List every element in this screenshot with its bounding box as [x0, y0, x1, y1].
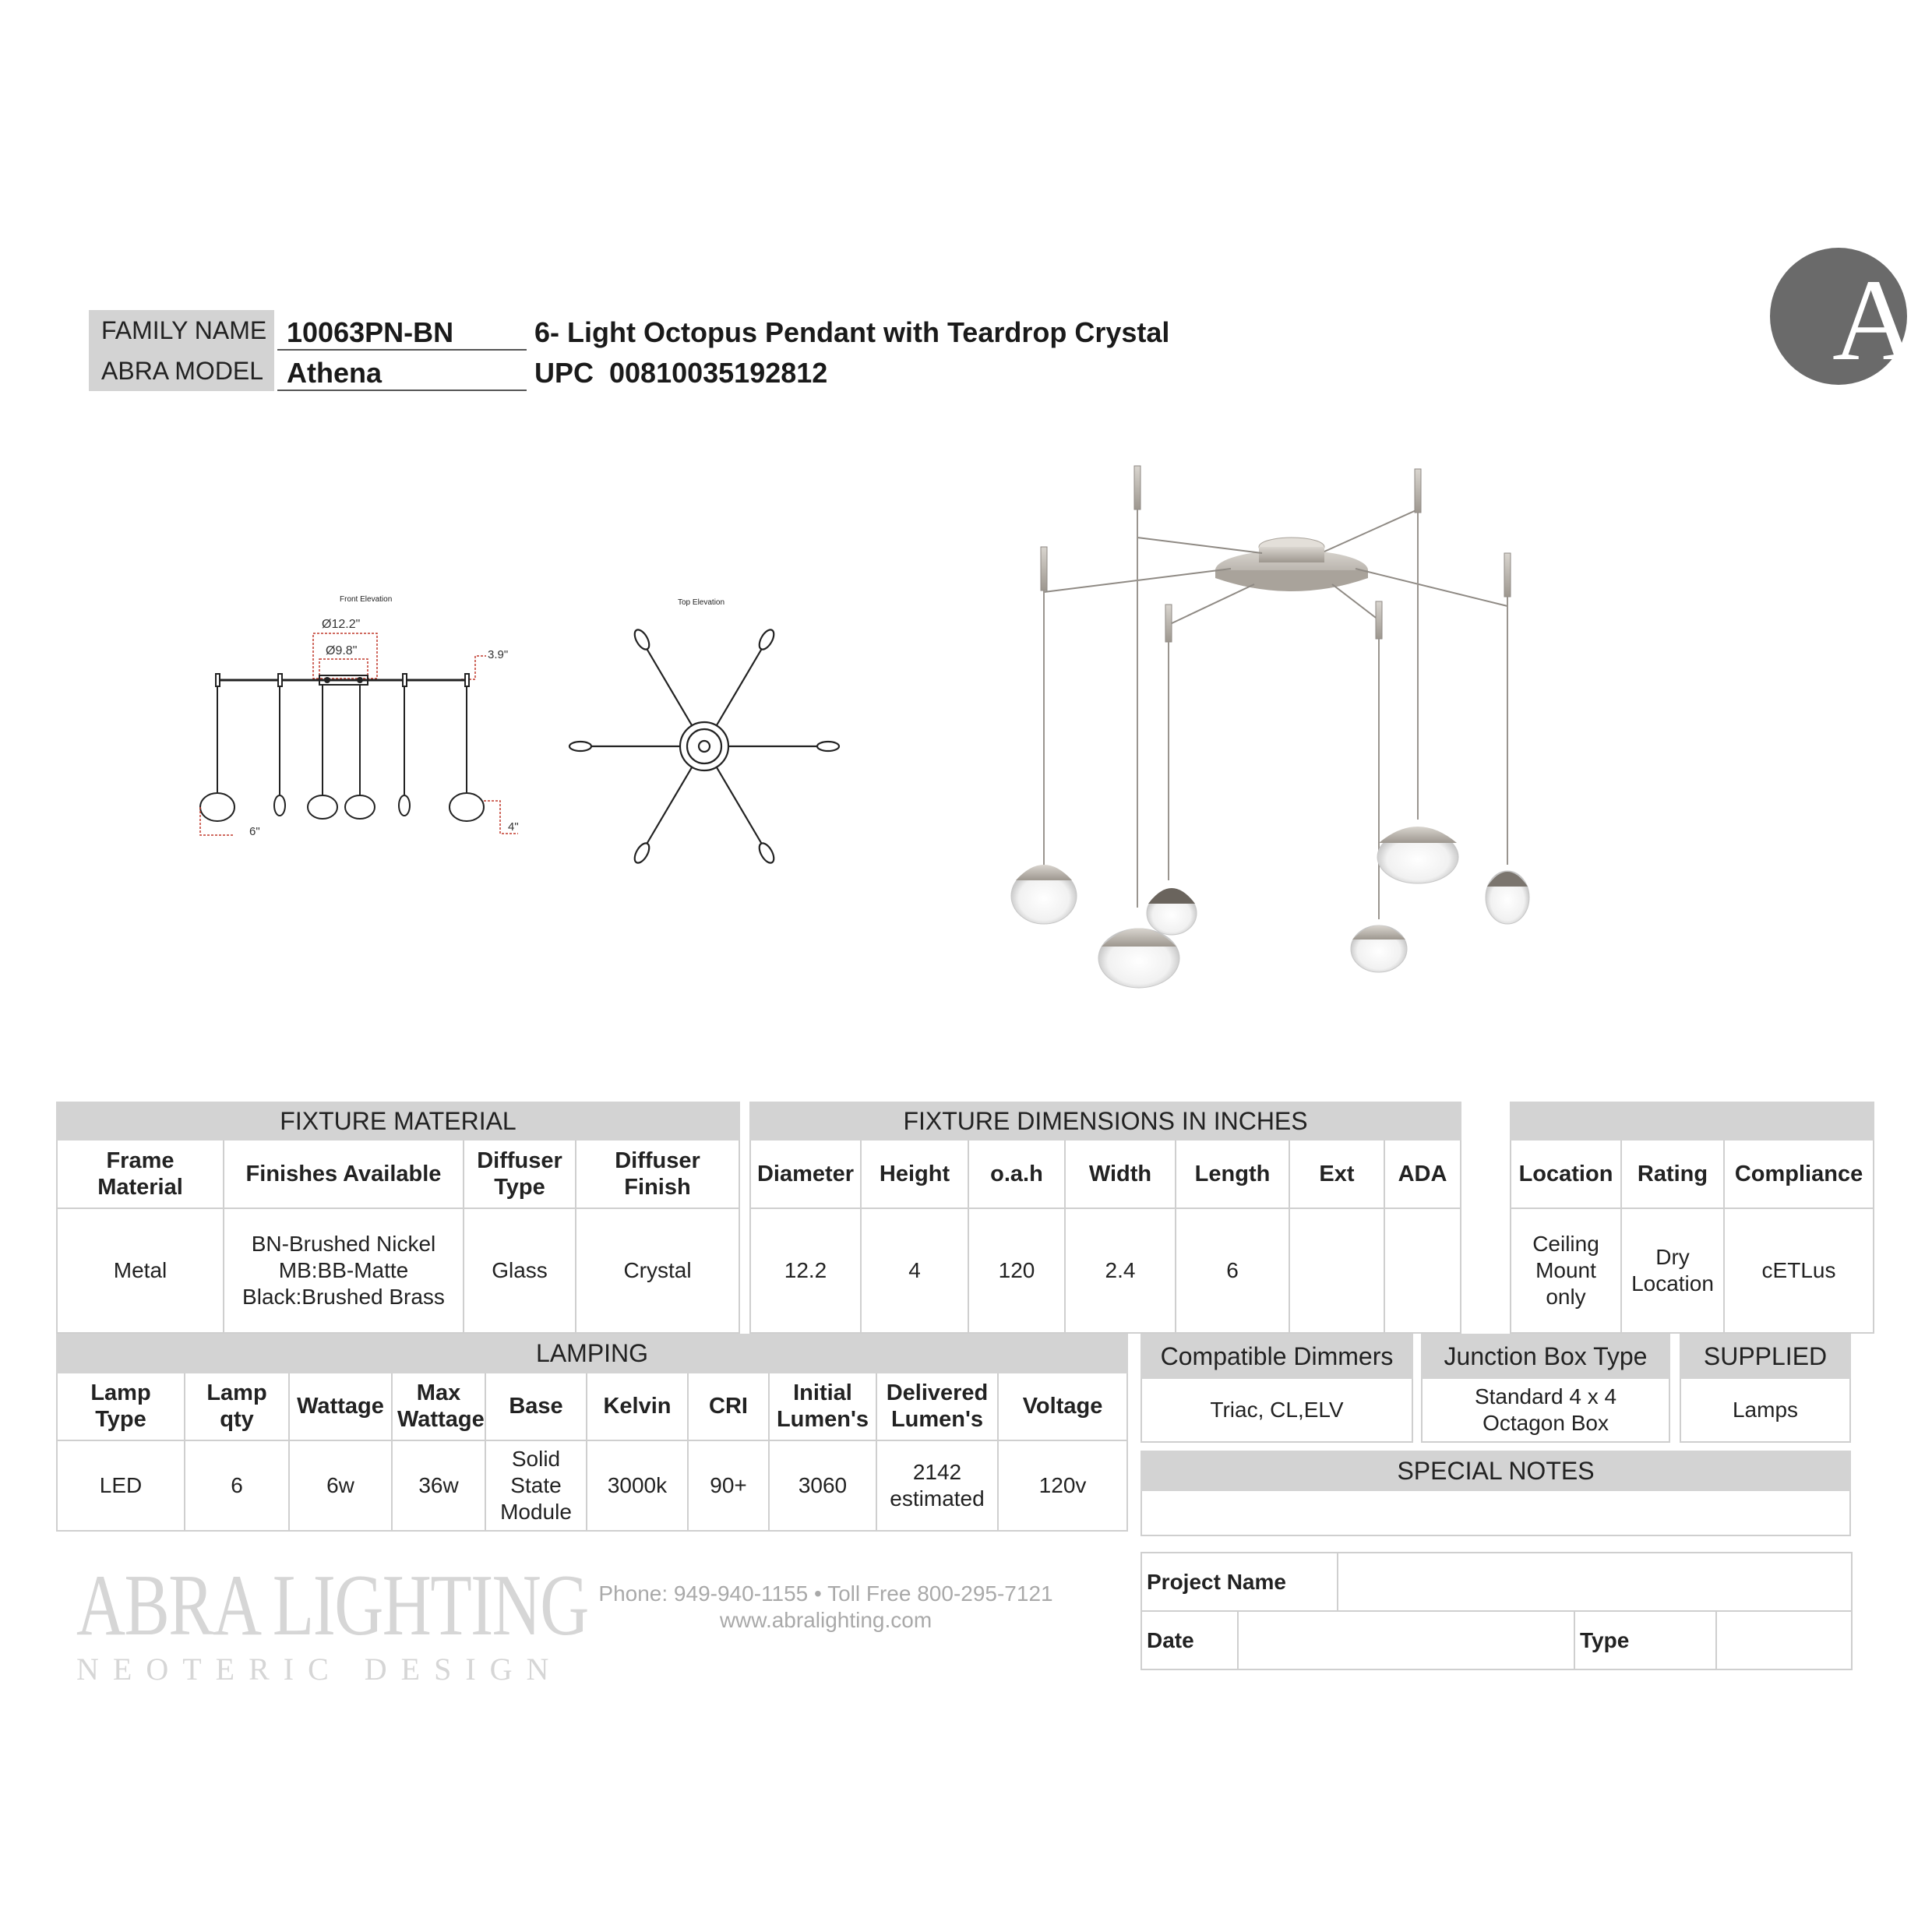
lamping-value-cell	[185, 1440, 289, 1531]
brand-name: ABRA LIGHTING	[76, 1557, 588, 1654]
lamping-header-line: Base	[509, 1394, 563, 1419]
dimmers-title: Compatible Dimmers	[1141, 1334, 1412, 1378]
diffuser-type-header: Diffuser Type	[464, 1140, 576, 1208]
lamping-value-cell	[57, 1440, 185, 1531]
upc-label: UPC	[534, 357, 594, 389]
lamping-table	[56, 1334, 1128, 1532]
lamping-value-cell	[587, 1440, 688, 1531]
lamping-header-line: Lamp Type	[90, 1380, 151, 1433]
fixture-material-title: FIXTURE MATERIAL	[57, 1102, 739, 1140]
dimmers-table	[1141, 1334, 1413, 1443]
lamping-value-line: LED	[99, 1473, 143, 1498]
lamping-header-cell	[587, 1373, 688, 1440]
lamping-value-line: estimated	[890, 1486, 985, 1511]
finishes-header: Finishes Available	[224, 1140, 464, 1208]
family-name-label: FAMILY NAME	[89, 310, 274, 351]
lamping-value-line: 90+	[710, 1473, 747, 1498]
special-notes-value	[1141, 1490, 1850, 1535]
family-name-value: 10063PN-BN	[277, 310, 527, 351]
lamping-header-cell	[688, 1373, 769, 1440]
diffuser-finish-value: Crystal	[576, 1208, 739, 1333]
lamping-value-cell	[289, 1440, 392, 1531]
lamping-value-row	[57, 1440, 1127, 1531]
lamping-header-line: Initial	[793, 1380, 852, 1406]
drop-dim-label: 3.9"	[488, 648, 509, 661]
lamping-header-line: Kelvin	[603, 1394, 672, 1419]
oah-header: o.a.h	[968, 1140, 1065, 1208]
lamping-header-cell	[769, 1373, 876, 1440]
lamping-header-cell	[876, 1373, 998, 1440]
upc-value: 00810035192812	[609, 357, 828, 389]
inner-diameter-label: Ø9.8"	[326, 644, 358, 658]
location-line: Ceiling	[1532, 1232, 1599, 1256]
lamping-header-line: Delivered	[886, 1380, 989, 1406]
diffuser-type-value: Glass	[464, 1208, 576, 1333]
dimmers-value: Triac, CL,ELV	[1141, 1378, 1412, 1442]
fixture-material-table	[56, 1102, 740, 1334]
lamping-header-line: Lamp qty	[206, 1380, 267, 1433]
outer-diameter-label: Ø12.2"	[322, 618, 361, 631]
location-title-bar	[1511, 1102, 1874, 1140]
ext-value	[1289, 1208, 1384, 1333]
junction-title: Junction Box Type	[1422, 1334, 1669, 1378]
project-name-field[interactable]	[1338, 1553, 1852, 1611]
lamping-header-line: Lumen's	[890, 1407, 984, 1433]
lamping-value-line: 120v	[1038, 1473, 1087, 1498]
product-description: 6- Light Octopus Pendant with Teardrop Crystal	[534, 316, 1170, 348]
width-header: Width	[1065, 1140, 1176, 1208]
fixture-dimensions-title: FIXTURE DIMENSIONS IN INCHES	[750, 1102, 1461, 1140]
contact-phone: Phone: 949-940-1155 • Toll Free 800-295-7121	[598, 1581, 1053, 1606]
lamping-value-cell	[769, 1440, 876, 1531]
brand-tagline: NEOTERIC DESIGN	[76, 1652, 563, 1687]
lamping-header-cell	[998, 1373, 1127, 1440]
lamping-title: LAMPING	[57, 1334, 1127, 1373]
finish-line: MB:BB-Matte	[278, 1258, 409, 1282]
lamping-header-cell	[289, 1373, 392, 1440]
special-notes-table	[1141, 1451, 1851, 1536]
lamping-header-line: CRI	[709, 1394, 748, 1419]
contact-website[interactable]: www.abralighting.com	[719, 1608, 933, 1632]
lamping-header-line: Wattage	[397, 1407, 485, 1433]
top-elevation-title: Top Elevation	[678, 598, 725, 607]
location-value	[1511, 1208, 1621, 1333]
diameter-value: 12.2	[750, 1208, 861, 1333]
junction-value	[1422, 1378, 1669, 1442]
lamping-value-line: Module	[500, 1500, 572, 1525]
width-value: 2.4	[1065, 1208, 1176, 1333]
lamping-value-line: State	[510, 1473, 562, 1498]
lamping-value-cell	[392, 1440, 485, 1531]
logo-letter: A	[1832, 256, 1917, 385]
date-label: Date	[1141, 1611, 1238, 1669]
frame-material-header: Frame Material	[57, 1140, 224, 1208]
lamping-header-line: Lumen's	[776, 1407, 869, 1433]
project-name-label: Project Name	[1141, 1553, 1338, 1611]
rating-header: Rating	[1621, 1140, 1724, 1208]
lamping-value-cell	[876, 1440, 998, 1531]
product-photo	[997, 460, 1558, 1005]
supplied-table	[1680, 1334, 1851, 1443]
lamping-value-line: 3060	[798, 1473, 848, 1498]
technical-drawing	[187, 584, 857, 880]
lamping-value-line: 6	[231, 1473, 243, 1498]
front-elevation-title: Front Elevation	[340, 595, 393, 604]
location-header: Location	[1511, 1140, 1621, 1208]
lamping-header-cell	[185, 1373, 289, 1440]
junction-line: Standard 4 x 4	[1474, 1384, 1617, 1408]
fixture-dimensions-table	[749, 1102, 1461, 1334]
location-table	[1510, 1102, 1874, 1334]
lamping-value-line: Solid	[511, 1447, 561, 1472]
supplied-value: Lamps	[1680, 1378, 1850, 1442]
height-dim-label: 4"	[508, 820, 519, 834]
lamping-value-line: 2142	[912, 1460, 962, 1485]
abra-model-value: Athena	[277, 351, 527, 391]
inner-diameter-dim	[319, 659, 368, 679]
height-header: Height	[861, 1140, 968, 1208]
lamping-header-line: Voltage	[1022, 1394, 1103, 1419]
lamping-value-cell	[688, 1440, 769, 1531]
width-dim-label: 6"	[249, 825, 260, 838]
lamping-value-line: 6w	[326, 1473, 354, 1498]
abra-logo-icon	[1770, 248, 1917, 385]
lamping-header-line: Wattage	[297, 1394, 384, 1419]
lamping-header-cell	[57, 1373, 185, 1440]
finish-line: Black:Brushed Brass	[242, 1285, 445, 1309]
ada-value	[1384, 1208, 1461, 1333]
lamping-header-row	[57, 1373, 1127, 1440]
ext-header: Ext	[1289, 1140, 1384, 1208]
rating-value	[1621, 1208, 1724, 1333]
height-value: 4	[861, 1208, 968, 1333]
compliance-value: cETLus	[1724, 1208, 1874, 1333]
diameter-header: Diameter	[750, 1140, 861, 1208]
type-field[interactable]	[1716, 1611, 1852, 1669]
length-value: 6	[1176, 1208, 1289, 1333]
junction-table	[1421, 1334, 1670, 1443]
abra-model-label: ABRA MODEL	[89, 351, 274, 391]
special-notes-title: SPECIAL NOTES	[1141, 1451, 1850, 1490]
supplied-title: SUPPLIED	[1680, 1334, 1850, 1378]
junction-line: Octagon Box	[1482, 1411, 1609, 1435]
finishes-value	[224, 1208, 464, 1333]
type-label: Type	[1574, 1611, 1716, 1669]
lamping-value-line: 3000k	[607, 1473, 668, 1498]
lamping-header-cell	[485, 1373, 587, 1440]
rating-line: Location	[1631, 1271, 1714, 1296]
date-field[interactable]	[1238, 1611, 1574, 1669]
oah-value: 120	[968, 1208, 1065, 1333]
length-header: Length	[1176, 1140, 1289, 1208]
diffuser-finish-header: Diffuser Finish	[576, 1140, 739, 1208]
rating-line: Dry	[1655, 1245, 1690, 1269]
frame-material-value: Metal	[57, 1208, 224, 1333]
lamping-header-line: Max	[416, 1380, 461, 1406]
lamping-header-cell	[392, 1373, 485, 1440]
lamping-value-cell	[998, 1440, 1127, 1531]
compliance-header: Compliance	[1724, 1140, 1874, 1208]
location-line: Mount only	[1535, 1258, 1596, 1309]
ada-header: ADA	[1384, 1140, 1461, 1208]
lamping-value-cell	[485, 1440, 587, 1531]
project-info-table	[1141, 1552, 1853, 1670]
finish-line: BN-Brushed Nickel	[251, 1232, 436, 1256]
lamping-value-line: 36w	[418, 1473, 459, 1498]
